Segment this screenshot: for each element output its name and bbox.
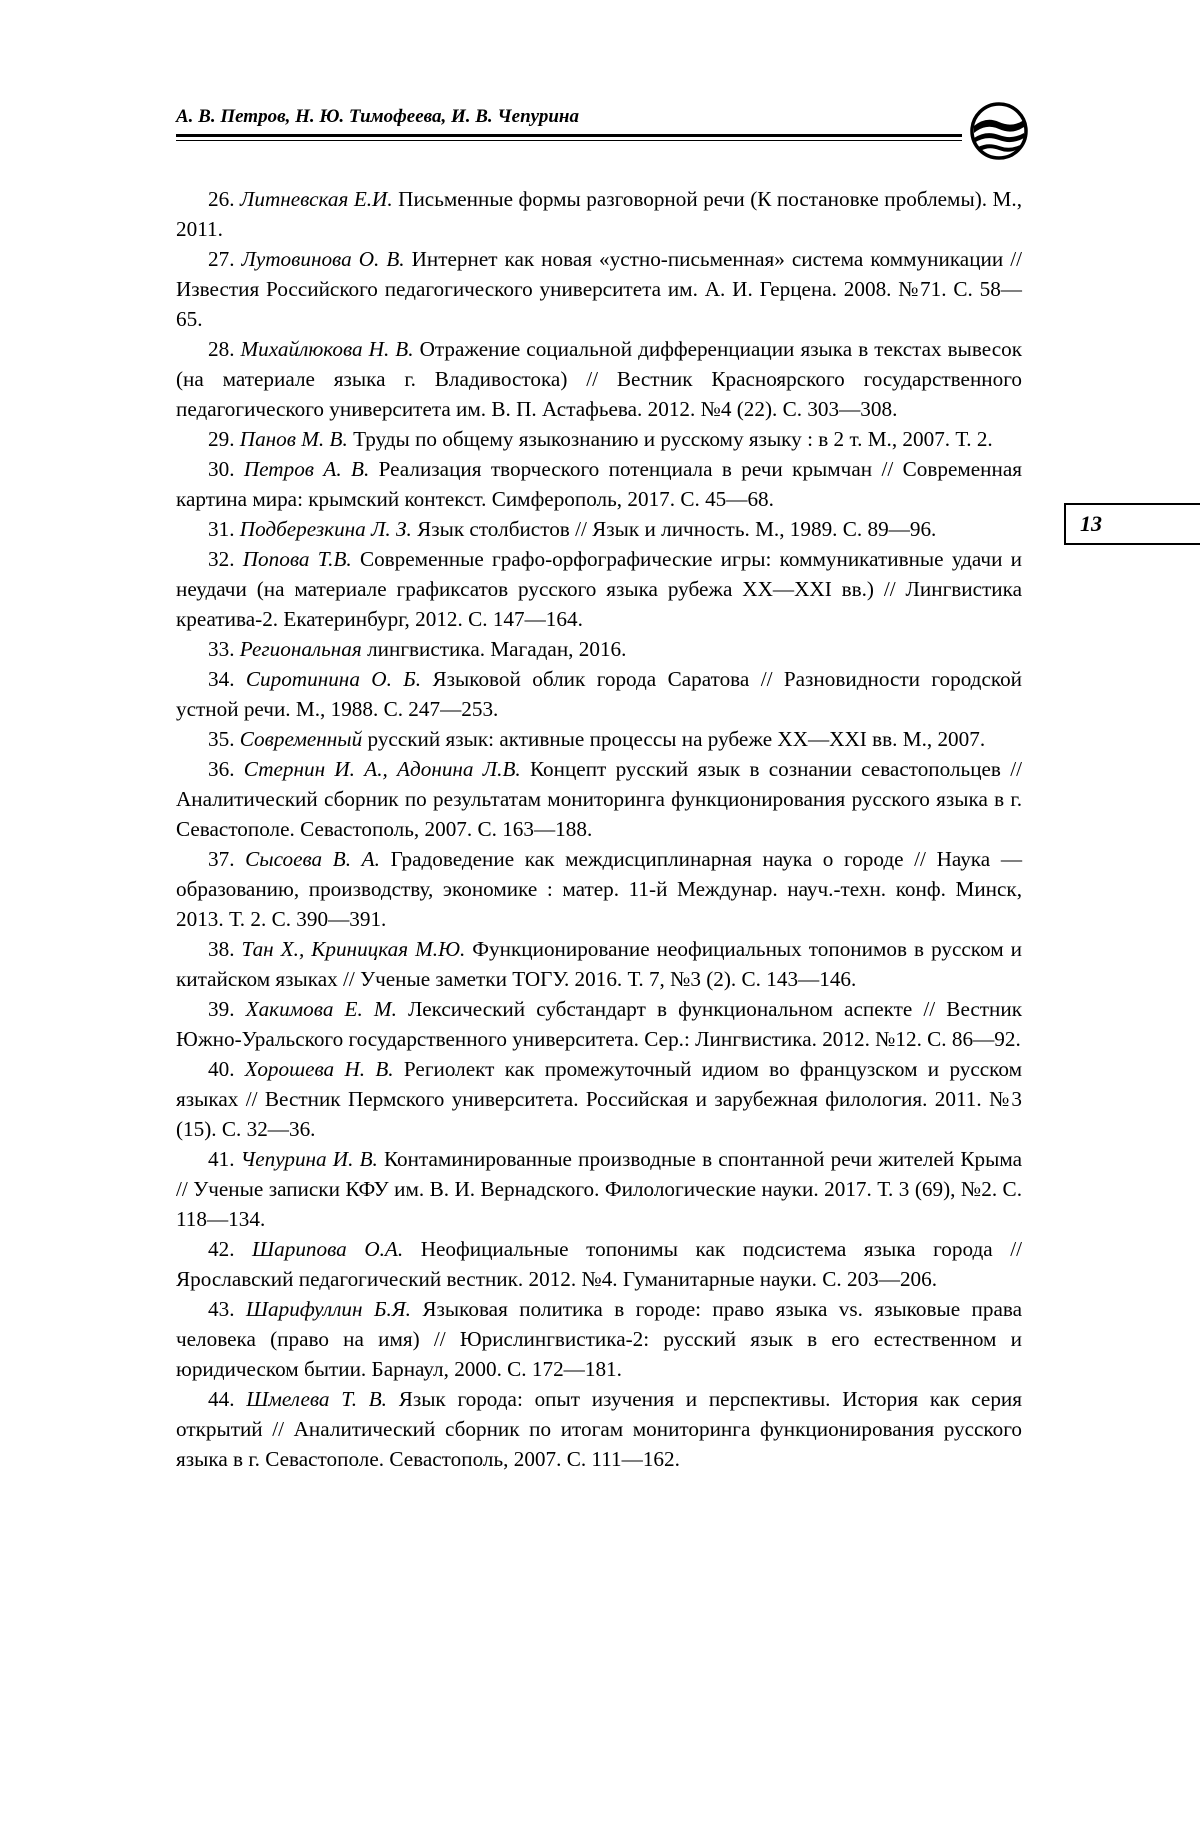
reference-number: 26. [208,187,235,211]
reference-item [176,844,1022,934]
reference-author: Шмелева Т. В. [246,1387,387,1411]
reference-number: 34. [208,667,235,691]
reference-text: Функционирование неофициальных топонимов в русском и китайском языках // Ученые заметки ТОГУ. 2016. Т. 7, №3 (2). С. 143—146. [176,937,1022,991]
reference-item [176,934,1022,994]
reference-number: 27. [208,247,235,271]
reference-number: 44. [208,1387,235,1411]
reference-item [176,724,1022,754]
reference-number: 31. [208,517,235,541]
reference-author: Тан Х., Криницкая М.Ю. [241,937,466,961]
reference-text: Региолект как промежуточный идиом во французском и русском языках // Вестник Пермского университета. Российская и зарубежная филология. 2011. №3 (15). С. 32—36. [176,1057,1022,1141]
reference-number: 40. [208,1057,235,1081]
reference-text: русский язык: активные процессы на рубеже XX—XXI вв. М., 2007. [362,727,986,751]
reference-author: Хорошева Н. В. [244,1057,394,1081]
reference-text: лингвистика. Магадан, 2016. [361,637,627,661]
reference-text: Письменные формы разговорной речи (К постановке проблемы). М., 2011. [176,187,1022,241]
reference-text: Градоведение как междисциплинарная наука о городе // Наука — образованию, производству, экономике : матер. 11-й Междунар. науч.-техн. конф. Минск, 2013. Т. 2. С. 390—391. [176,847,1023,931]
reference-text: Язык города: опыт изучения и перспективы. История как серия открытий // Аналитический сборник по итогам мониторинга функционирования русского языка в г. Севастополе. Севастополь, 2007. С. 111—162. [176,1387,1023,1471]
reference-author: Петров А. В. [243,457,370,481]
reference-author: Сиротинина О. Б. [245,667,422,691]
reference-number: 36. [208,757,235,781]
reference-author: Региональная [239,637,362,661]
reference-number: 28. [208,337,235,361]
reference-author: Шарипова О.А. [252,1237,404,1261]
reference-text: Языковая политика в городе: право языка vs. языковые права человека (право на имя) // Юрислингвистика-2: русский язык в его естественном и юридическом бытии. Барнаул, 2000. С. 172—181. [176,1297,1023,1381]
reference-text: Концепт русский язык в сознании севастопольцев // Аналитический сборник по результатам мониторинга функционирования русского языка в г. Севастополе. Севастополь, 2007. С. 163—188. [176,757,1022,841]
reference-number: 32. [208,547,235,571]
reference-item [176,454,1022,514]
reference-author: Подберезкина Л. З. [239,517,412,541]
reference-author: Стернин И. А., Адонина Л.В. [243,757,521,781]
reference-item [176,1144,1022,1234]
wave-globe-logo-icon [968,100,1030,162]
reference-author: Современный [239,727,363,751]
reference-number: 29. [208,427,235,451]
reference-item [176,544,1022,634]
page-number-tab [1064,503,1200,545]
reference-number: 30. [208,457,235,481]
reference-author: Хакимова Е. М. [245,997,397,1021]
header-rule-thin [176,140,962,141]
reference-list [176,184,1022,1474]
reference-item [176,184,1022,244]
header-rule [176,134,962,137]
reference-item [176,1294,1022,1384]
reference-number: 38. [208,937,235,961]
reference-item [176,424,1022,454]
reference-item [176,664,1022,724]
reference-number: 33. [208,637,235,661]
reference-item [176,1384,1022,1474]
reference-author: Михайлюкова Н. В. [240,337,414,361]
reference-text: Язык столбистов // Язык и личность. М., 1989. С. 89—96. [411,517,937,541]
reference-item [176,1054,1022,1144]
reference-number: 43. [208,1297,235,1321]
reference-author: Лутовинова О. В. [241,247,405,271]
reference-number: 39. [208,997,235,1021]
reference-number: 35. [208,727,235,751]
reference-author: Шарифуллин Б.Я. [245,1297,411,1321]
reference-text: Отражение социальной дифференциации языка в текстах вывесок (на материале языка г. Владивостока) // Вестник Красноярского государственного педагогического университета им. В. П. Астафьева. 2012. №4 (22). С. 303—308. [176,337,1022,421]
reference-text: Неофициальные топонимы как подсистема языка города // Ярославский педагогический вестник. 2012. №4. Гуманитарные науки. С. 203—206. [176,1237,1022,1291]
reference-item [176,334,1022,424]
reference-text: Интернет как новая «устно-письменная» система коммуникации // Известия Российского педагогического университета им. А. И. Герцена. 2008. №71. С. 58—65. [176,247,1022,331]
reference-item [176,514,1022,544]
reference-number: 42. [208,1237,235,1261]
reference-author: Чепурина И. В. [240,1147,378,1171]
page-number: 13 [1080,511,1102,536]
reference-number: 37. [208,847,235,871]
reference-text: Реализация творческого потенциала в речи крымчан // Современная картина мира: крымский контекст. Симферополь, 2017. С. 45—68. [176,457,1023,511]
running-header-authors: А. В. Петров, Н. Ю. Тимофеева, И. В. Чепурина [176,106,579,127]
reference-author: Литневская Е.И. [240,187,393,211]
reference-text: Современные графо-орфографические игры: коммуникативные удачи и неудачи (на материале графиксатов русского языка рубежа XX—XXI вв.) // Лингвистика креатива-2. Екатеринбург, 2012. С. 147—164. [176,547,1022,631]
reference-text: Лексический субстандарт в функциональном аспекте // Вестник Южно-Уральского государственного университета. Сер.: Лингвистика. 2012. №12. С. 86—92. [176,997,1023,1051]
reference-author: Панов М. В. [239,427,348,451]
reference-text: Контаминированные производные в спонтанной речи жителей Крыма // Ученые записки КФУ им. В. И. Вернадского. Филологические науки. 2017. Т. 3 (69), №2. С. 118—134. [176,1147,1022,1231]
reference-item [176,754,1022,844]
reference-number: 41. [208,1147,235,1171]
reference-item [176,634,1022,664]
reference-text: Труды по общему языкознанию и русскому языку : в 2 т. М., 2007. Т. 2. [347,427,993,451]
running-header [176,100,1022,160]
reference-author: Попова Т.В. [242,547,352,571]
reference-item [176,244,1022,334]
reference-item [176,1234,1022,1294]
reference-text: Языковой облик города Саратова // Разновидности городской устной речи. М., 1988. С. 247—253. [176,667,1023,721]
reference-item [176,994,1022,1054]
reference-author: Сысоева В. А. [245,847,380,871]
